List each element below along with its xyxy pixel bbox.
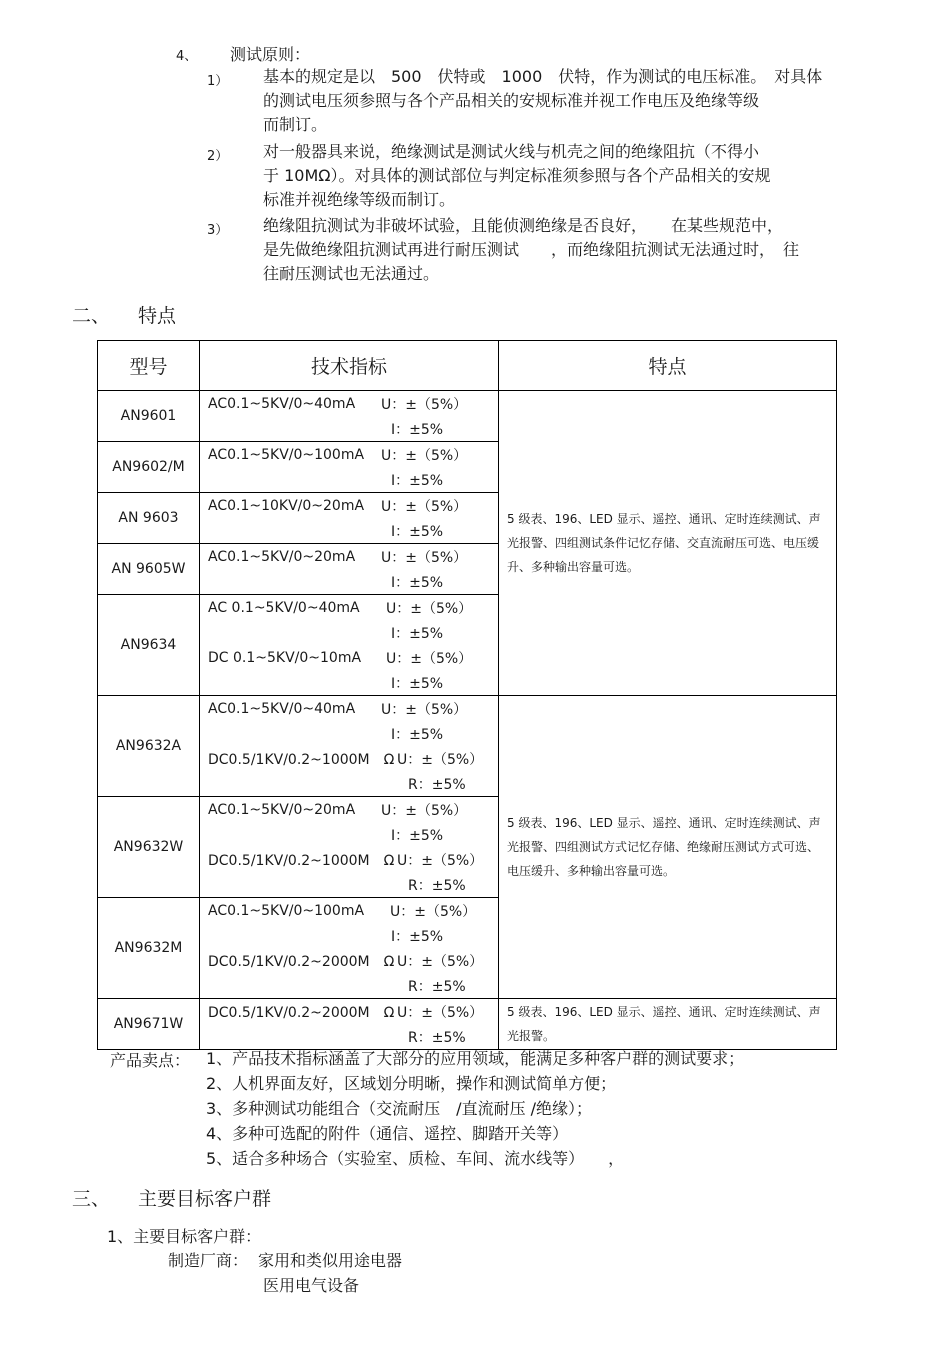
spec-cell: AC0.1~5KV/0~100mA U：±（5%） I：±5% DC0.5/1KV/0.2~2000M Ω U：±（5%） R：±5%: [200, 898, 499, 999]
selling-list: [206, 1046, 744, 1171]
table-row: [98, 999, 837, 1050]
manufacturer-item: 医用电气设备: [263, 1276, 360, 1295]
section3-number: 三、: [72, 1188, 111, 1210]
spec-cell: AC0.1~5KV/0~100mA U：±（5%） I：±5%: [200, 442, 499, 493]
model-cell: AN9632A: [98, 696, 200, 797]
header-spec: 技术指标: [200, 341, 499, 391]
section2-number: 二、: [72, 305, 111, 327]
feature-cell: 5 级表、196、LED 显示、遥控、通讯、定时连续测试、声光报警。: [499, 999, 837, 1050]
model-cell: AN 9605W: [98, 544, 200, 595]
feature-cell: 5 级表、196、LED 显示、遥控、通讯、定时连续测试、声光报警、四组测试方式记忆存储、绝缘耐压测试方式可选、电压缓升、多种输出容量可选。: [499, 696, 837, 999]
model-cell: AN9634: [98, 595, 200, 696]
spec-cell: AC 0.1~5KV/0~40mA U：±（5%） I：±5% DC 0.1~5KV/0~10mA U：±（5%） I：±5%: [200, 595, 499, 696]
section3-sub: 1、主要目标客户群：: [107, 1227, 262, 1246]
table-header-row: [98, 341, 837, 391]
section4-title: 测试原则：: [230, 45, 311, 64]
item-1-number: 1）: [207, 74, 229, 89]
list-item: 1、产品技术指标涵盖了大部分的应用领域，能满足多种客户群的测试要求；: [206, 1049, 745, 1068]
model-cell: AN9671W: [98, 999, 200, 1050]
table-row: [98, 696, 837, 797]
selling-label: 产品卖点：: [110, 1051, 191, 1070]
header-feature: 特点: [499, 341, 837, 391]
manufacturer-item: 家用和类似用途电器: [258, 1251, 403, 1270]
spec-cell: AC0.1~5KV/0~40mA U：±（5%） I：±5%: [200, 391, 499, 442]
model-cell: AN 9603: [98, 493, 200, 544]
manufacturer-label: 制造厂商：: [168, 1251, 249, 1270]
spec-table: [97, 340, 837, 1050]
item-2-text: 对一般器具来说，绝缘测试是测试火线与机壳之间的绝缘阻抗（不得小 于 10MΩ）。对具体的测试部位与判定标准须参照与各个产品相关的安规 标准并视绝缘等级而制订。: [263, 142, 771, 209]
list-item: 5、适合多种场合（实验室、质检、车间、流水线等） ，: [206, 1149, 625, 1168]
spec-cell: AC0.1~5KV/0~20mA U：±（5%） I：±5% DC0.5/1KV/0.2~1000M Ω U：±（5%） R：±5%: [200, 797, 499, 898]
model-cell: AN9602/M: [98, 442, 200, 493]
header-model: 型号: [98, 341, 200, 391]
model-cell: AN9601: [98, 391, 200, 442]
section4-number: 4、: [176, 49, 198, 64]
spec-cell: AC0.1~10KV/0~20mA U：±（5%） I：±5%: [200, 493, 499, 544]
section3-title: 主要目标客户群: [138, 1188, 272, 1210]
item-3-text: 绝缘阻抗测试为非破坏试验，且能侦测绝缘是否良好， 在某些规范中， 是先做绝缘阻抗测试再进行耐压测试 ，而绝缘阻抗测试无法通过时， 往 往耐压测试也无法通过。: [263, 216, 800, 283]
model-cell: AN9632W: [98, 797, 200, 898]
model-cell: AN9632M: [98, 898, 200, 999]
list-item: 3、多种测试功能组合（交流耐压 /直流耐压 /绝缘）；: [206, 1099, 593, 1118]
spec-cell: AC0.1~5KV/0~20mA U：±（5%） I：±5%: [200, 544, 499, 595]
feature-cell: 5 级表、196、LED 显示、遥控、通讯、定时连续测试、声光报警、四组测试条件记忆存储、交直流耐压可选、电压缓升、多种输出容量可选。: [499, 391, 837, 696]
section2-title: 特点: [138, 305, 177, 327]
item-2-number: 2）: [207, 149, 229, 164]
spec-cell: AC0.1~5KV/0~40mA U：±（5%） I：±5% DC0.5/1KV/0.2~1000M Ω U：±（5%） R：±5%: [200, 696, 499, 797]
list-item: 2、人机界面友好，区域划分明晰，操作和测试简单方便；: [206, 1074, 617, 1093]
item-1-text: 基本的规定是以 500 伏特或 1000 伏特，作为测试的电压标准。 对具体 的测试电压须参照与各个产品相关的安规标准并视工作电压及绝缘等级 而制订。: [263, 67, 823, 134]
spec-cell: DC0.5/1KV/0.2~2000M Ω U：±（5%） R：±5%: [200, 999, 499, 1050]
table-row: [98, 391, 837, 442]
item-3-number: 3）: [207, 223, 229, 238]
list-item: 4、多种可选配的附件（通信、遥控、脚踏开关等）: [206, 1124, 569, 1143]
